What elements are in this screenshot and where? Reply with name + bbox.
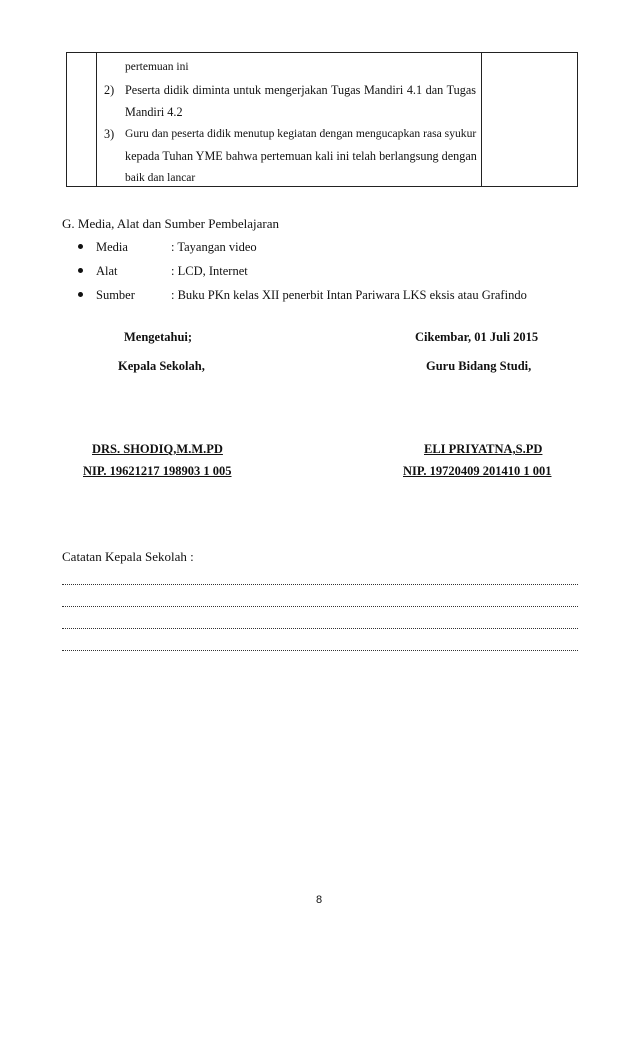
notes-label: Catatan Kepala Sekolah : <box>62 549 194 564</box>
signature-left-title: Kepala Sekolah, <box>118 359 205 373</box>
notes-dotted-line <box>62 628 578 629</box>
table-column-number <box>67 53 97 186</box>
table-continuation-text: pertemuan ini <box>125 61 189 73</box>
list-item-value: : Buku PKn kelas XII penerbit Intan Pariwara LKS eksis atau Grafindo <box>171 288 527 302</box>
notes-dotted-line <box>62 606 578 607</box>
list-item-label: Media <box>96 240 128 254</box>
table-item-number: 3) <box>104 127 115 141</box>
signature-right-place-date: Cikembar, 01 Juli 2015 <box>415 330 539 344</box>
table-item-line: Guru dan peserta didik menutup kegiatan dengan mengucapkan rasa syukur <box>125 127 477 140</box>
bullet-icon <box>78 292 83 297</box>
table-item-line: Peserta didik diminta untuk mengerjakan Tugas Mandiri 4.1 dan Tugas <box>125 83 476 97</box>
list-item-label: Alat <box>96 264 118 278</box>
activity-table <box>66 52 578 187</box>
list-item-label: Sumber <box>96 288 135 302</box>
signature-left-header: Mengetahui; <box>124 330 193 344</box>
table-item-line: Mandiri 4.2 <box>125 105 183 119</box>
list-item-value: : Tayangan video <box>171 240 257 254</box>
page-number: 8 <box>315 894 323 906</box>
table-item-line: kepada Tuhan YME bahwa pertemuan kali ini telah berlangsung dengan <box>125 149 477 163</box>
table-item-line: baik dan lancar <box>125 172 196 184</box>
bullet-icon <box>78 244 83 249</box>
signature-right-title: Guru Bidang Studi, <box>426 359 532 373</box>
section-heading: G. Media, Alat dan Sumber Pembelajaran <box>62 216 279 231</box>
table-column-time <box>481 53 577 186</box>
list-item-value: : LCD, Internet <box>171 264 248 278</box>
signature-right-nip: NIP. 19720409 201410 1 001 <box>403 464 552 478</box>
bullet-icon <box>78 268 83 273</box>
notes-dotted-line <box>62 650 578 651</box>
table-item-number: 2) <box>104 83 115 97</box>
signature-left-name: DRS. SHODIQ,M.M.PD <box>92 442 223 456</box>
signature-right-name: ELI PRIYATNA,S.PD <box>424 442 543 456</box>
signature-left-nip: NIP. 19621217 198903 1 005 <box>83 464 232 478</box>
notes-dotted-line <box>62 584 578 585</box>
